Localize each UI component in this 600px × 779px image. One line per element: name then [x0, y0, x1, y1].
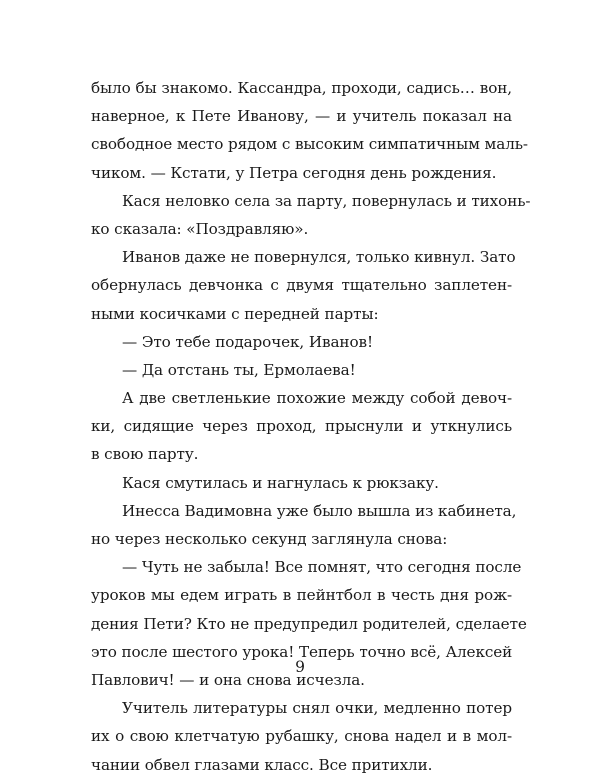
- text-line: в свою парту.: [91, 445, 199, 464]
- text-line: Иванов даже не повернулся, только кивнул. Зато: [122, 248, 516, 267]
- dialogue-line: — Чуть не забыла! Все помнят, что сегодня после: [122, 558, 522, 577]
- text-line: ки, сидящие через проход, прыснули и уткнулись: [91, 417, 512, 436]
- text-line: чании обвел глазами класс. Все притихли.: [91, 755, 433, 774]
- text-line: Павлович! — и она снова исчезла.: [91, 670, 365, 689]
- text-line: но через несколько секунд заглянула снова:: [91, 530, 448, 548]
- text-line: свободное место рядом с высоким симпатичным маль-: [91, 135, 528, 154]
- text-line: это после шестого урока! Теперь точно всё, Алексей: [91, 642, 513, 661]
- text-line: было бы знакомо. Кассандра, проходи, садись… вон,: [91, 79, 512, 97]
- text-line: дения Пети? Кто не предупредил родителей, сделаете: [91, 614, 527, 633]
- text-line: Кася смутилась и нагнулась к рюкзаку.: [122, 473, 439, 492]
- text-line: их о свою клетчатую рубашку, снова надел и в мол-: [91, 727, 512, 746]
- text-line: А две светленькие похожие между собой девоч-: [122, 389, 512, 408]
- text-line: чиком. — Кстати, у Петра сегодня день рождения.: [91, 163, 497, 182]
- text-line: Учитель литературы снял очки, медленно потер: [122, 699, 512, 718]
- text-line: наверное, к Пете Иванову, — и учитель показал на: [91, 107, 512, 126]
- text-line: Кася неловко села за парту, повернулась и тихонь-: [122, 191, 531, 210]
- text-line: ными косичками с передней парты:: [91, 304, 379, 323]
- text-line: обернулась девчонка с двумя тщательно заплетен-: [91, 276, 512, 295]
- dialogue-line: — Это тебе подарочек, Иванов!: [122, 332, 373, 351]
- text-line: уроков мы едем играть в пейнтбол в честь дня рож-: [91, 586, 512, 605]
- dialogue-line: — Да отстань ты, Ермолаева!: [122, 360, 356, 379]
- page-number: 9: [295, 658, 305, 676]
- text-line: ко сказала: «Поздравляю».: [91, 219, 309, 238]
- text-line: Инесса Вадимовна уже было вышла из кабинета,: [122, 501, 517, 520]
